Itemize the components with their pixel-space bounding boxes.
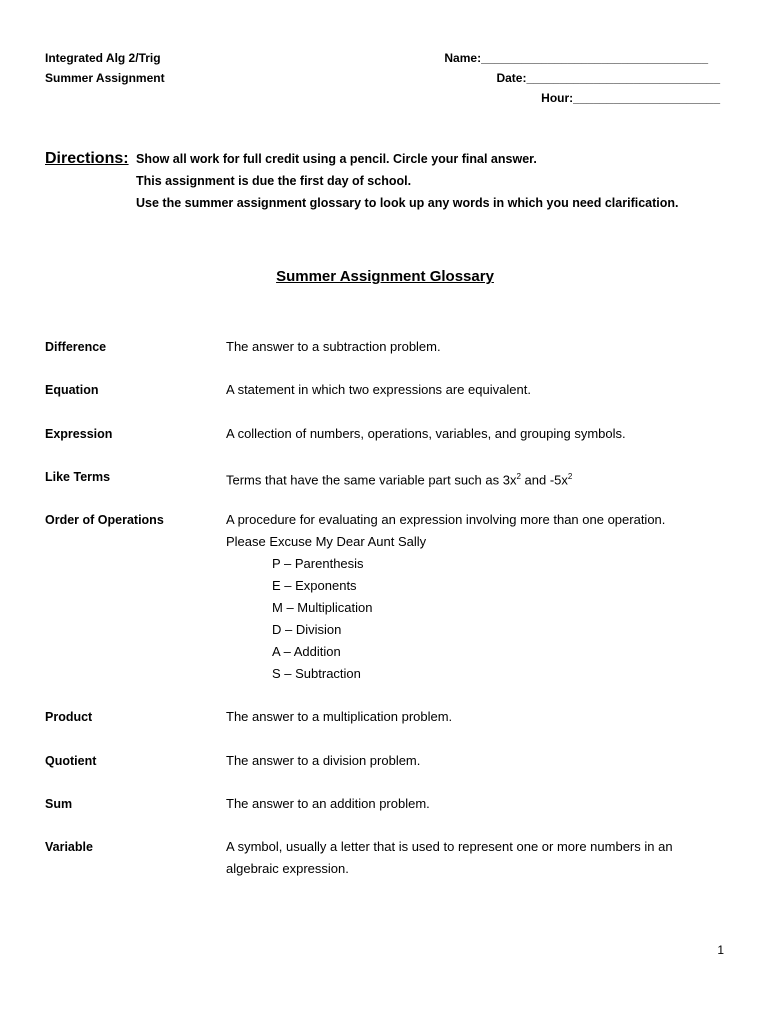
assignment-title: Summer Assignment <box>45 71 165 85</box>
page-number: 1 <box>717 943 724 957</box>
glossary-def-like-terms: Terms that have the same variable part such as $3x^2$ and $-5x^2$ <box>226 472 573 488</box>
glossary-def-order-of-operations <box>226 509 665 685</box>
glossary-term-equation: Equation <box>45 383 99 397</box>
glossary-term-expression: Expression <box>45 427 113 441</box>
directions-label: Directions: <box>45 150 129 167</box>
name-field[interactable]: Name:__________________________________ <box>444 51 708 65</box>
pemdas-step: D – Division <box>272 622 342 637</box>
glossary-term-quotient: Quotient <box>45 754 97 768</box>
glossary-term-sum: Sum <box>45 797 73 811</box>
glossary-def-difference: The answer to a subtraction problem. <box>226 339 441 354</box>
name-blank[interactable]: __________________________________ <box>481 51 708 65</box>
pemdas-step: S – Subtraction <box>272 666 361 681</box>
glossary-def-variable: A symbol, usually a letter that is used to represent one or more numbers in an algebraic expression. <box>226 839 673 876</box>
directions-line: This assignment is due the first day of school. <box>136 174 412 188</box>
date-blank[interactable]: _____________________________ <box>526 71 720 85</box>
directions-text <box>136 148 679 214</box>
date-field[interactable]: Date:_____________________________ <box>496 71 720 85</box>
glossary-term-variable: Variable <box>45 840 93 854</box>
glossary-def-product: The answer to a multiplication problem. <box>226 709 453 724</box>
directions-line: Use the summer assignment glossary to look up any words in which you need clarification. <box>136 196 679 210</box>
pemdas-mnemonic: Please Excuse My Dear Aunt Sally <box>226 534 427 549</box>
course-title: Integrated Alg 2/Trig <box>45 51 161 65</box>
pemdas-step: P – Parenthesis <box>272 556 364 571</box>
directions-line: Show all work for full credit using a pencil. Circle your final answer. <box>136 152 537 166</box>
pemdas-step: E – Exponents <box>272 578 357 593</box>
order-of-operations-definition: A procedure for evaluating an expression involving more than one operation. <box>226 512 666 527</box>
glossary-title: Summer Assignment Glossary <box>276 268 494 285</box>
directions-section <box>45 148 679 214</box>
pemdas-step: A – Addition <box>272 644 341 659</box>
glossary-term-product: Product <box>45 710 93 724</box>
glossary-term-difference: Difference <box>45 340 107 354</box>
exponent: 2 <box>516 472 521 481</box>
glossary-def-equation: A statement in which two expressions are equivalent. <box>226 382 531 397</box>
hour-field[interactable]: Hour:______________________ <box>541 91 720 105</box>
glossary-def-expression: A collection of numbers, operations, variables, and grouping symbols. <box>226 426 626 441</box>
pemdas-step: M – Multiplication <box>272 600 373 615</box>
course-header <box>45 48 165 88</box>
glossary-term-like-terms: Like Terms <box>45 470 111 484</box>
glossary-term-order-of-operations: Order of Operations <box>45 513 164 527</box>
exponent: 2 <box>567 472 573 481</box>
student-info-fields <box>444 48 720 108</box>
glossary-def-sum: The answer to an addition problem. <box>226 796 430 811</box>
glossary-def-quotient: The answer to a division problem. <box>226 753 421 768</box>
hour-blank[interactable]: ______________________ <box>573 91 720 105</box>
